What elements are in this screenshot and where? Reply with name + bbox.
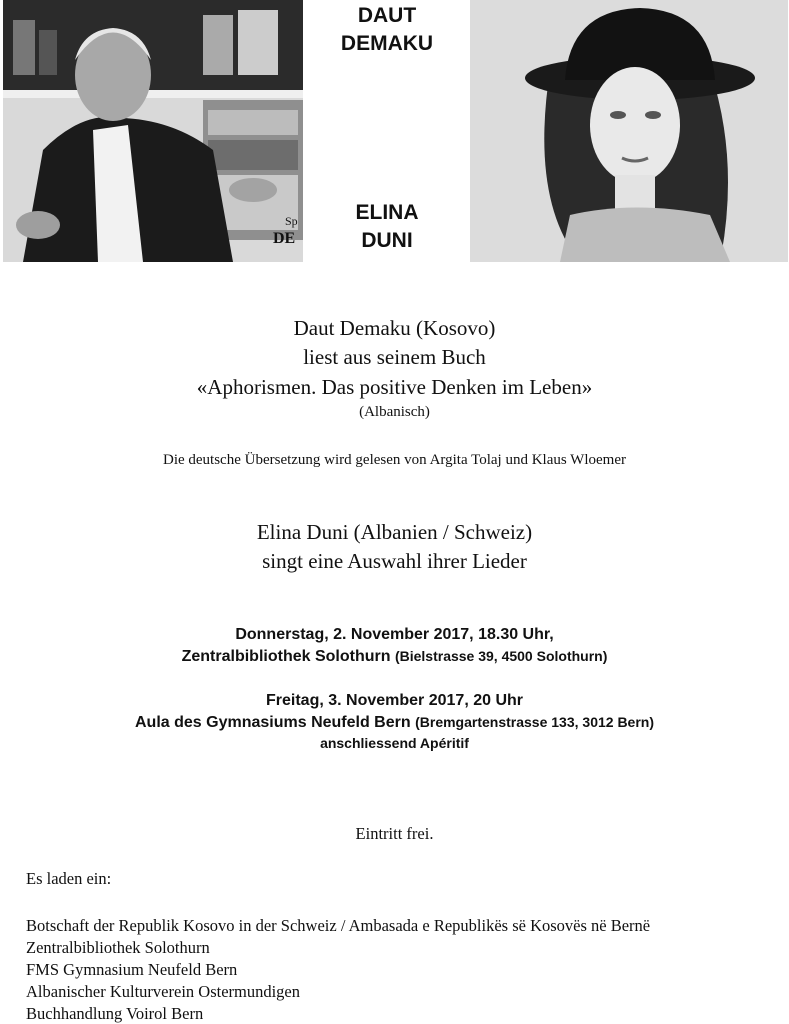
host-item: FMS Gymnasium Neufeld Bern [26, 960, 238, 979]
host-item: Zentralbibliothek Solothurn [26, 938, 210, 957]
book-title: «Aphorismen. Das positive Denken im Leben» [196, 375, 593, 399]
event-2-venue: Aula des Gymnasiums Neufeld Bern [135, 714, 411, 731]
event-2-location [0, 712, 789, 733]
hosts-heading: Es laden ein: [26, 869, 112, 888]
reading-author: Daut Demaku (Kosovo) [293, 316, 496, 340]
name-line: DUNI [361, 229, 413, 252]
music-description: singt eine Auswahl ihrer Lieder [262, 549, 527, 573]
event-1-address: (Bielstrasse 39, 4500 Solothurn) [394, 648, 608, 664]
name-line: ELINA [355, 201, 419, 224]
name-daut-demaku [308, 2, 466, 58]
photo-sign-text-2: Sp [285, 214, 298, 228]
host-item: Albanischer Kulturverein Ostermundigen [26, 982, 301, 1001]
photo-elina-duni [470, 0, 788, 262]
admission-note: Eintritt frei. [355, 824, 434, 843]
name-line: DAUT [357, 4, 417, 27]
portrait-man-image [3, 0, 303, 262]
host-item: Botschaft der Republik Kosovo in der Schweiz / Ambasada e Republikës së Kosovës në Bernë [26, 916, 651, 935]
event-1-location [0, 646, 789, 667]
event-1-venue: Zentralbibliothek Solothurn [181, 648, 391, 665]
book-language: (Albanisch) [359, 404, 430, 420]
host-item: Buchhandlung Voirol Bern [26, 1004, 204, 1023]
photo-daut-demaku [3, 0, 303, 262]
event-2-address: (Bremgartenstrasse 133, 3012 Bern) [415, 714, 654, 730]
photo-sign-text: DE [273, 230, 296, 247]
name-line: DEMAKU [340, 32, 434, 55]
reading-subtitle: liest aus seinem Buch [303, 345, 486, 369]
translation-note: Die deutsche Übersetzung wird gelesen von Argita Tolaj und Klaus Wloemer [162, 452, 626, 468]
event-2-note: anschliessend Apéritif [320, 735, 469, 751]
portrait-woman-image [470, 0, 788, 262]
name-elina-duni [308, 199, 466, 255]
event-1-date: Donnerstag, 2. November 2017, 18.30 Uhr, [235, 626, 554, 643]
music-performer: Elina Duni (Albanien / Schweiz) [256, 520, 533, 544]
event-2-date: Freitag, 3. November 2017, 20 Uhr [266, 692, 523, 709]
